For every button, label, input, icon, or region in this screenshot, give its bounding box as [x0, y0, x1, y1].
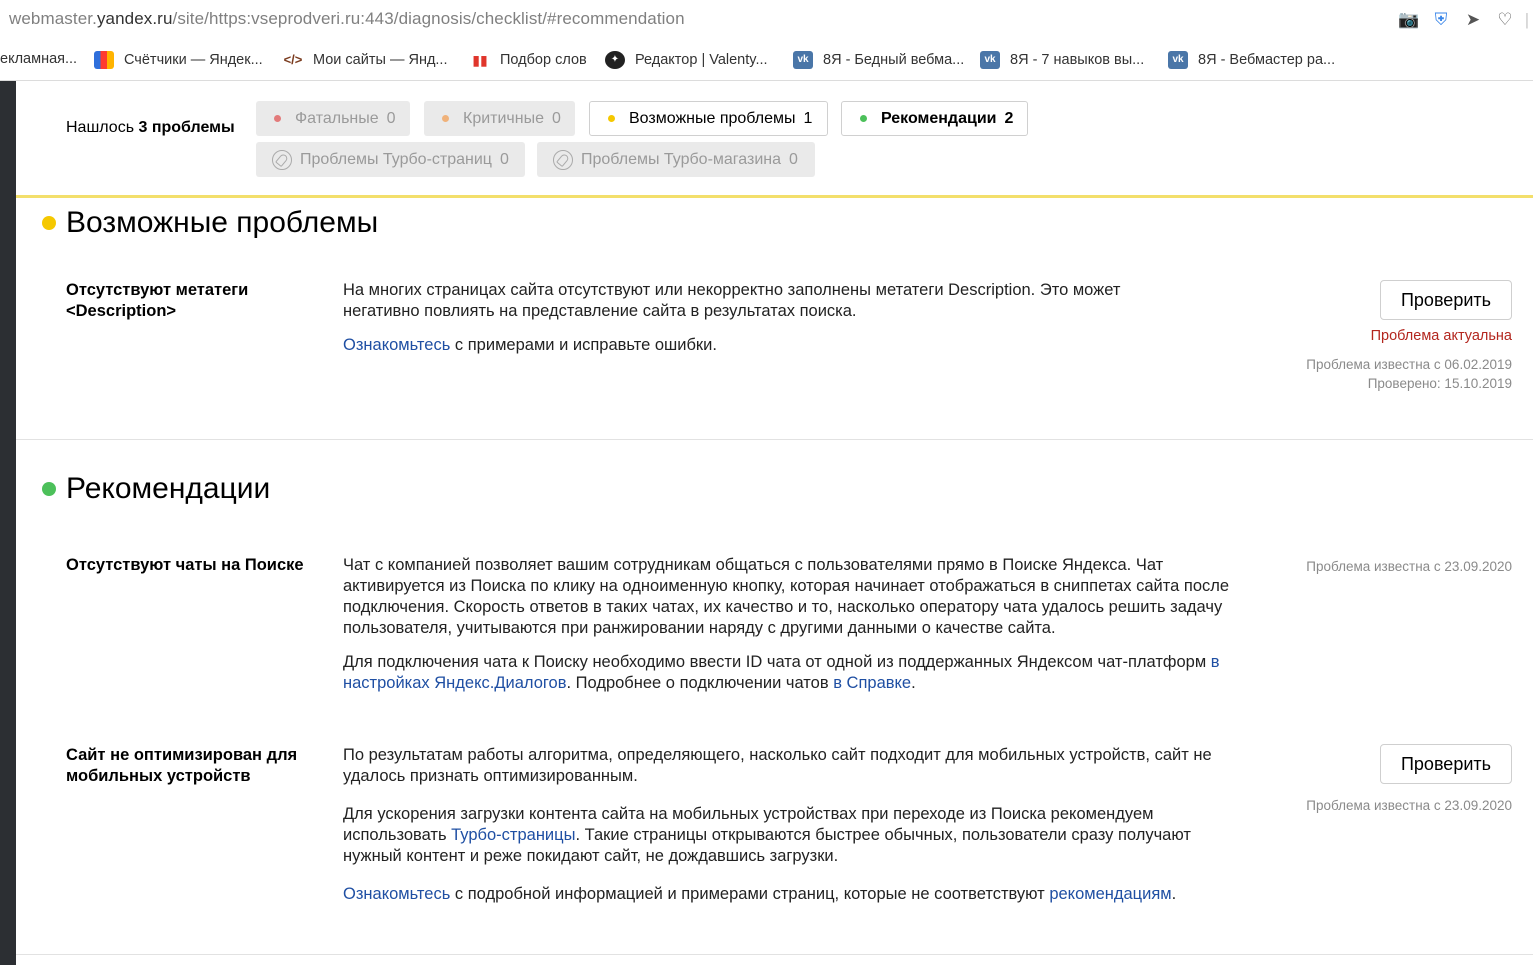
send-icon[interactable]: ➤ [1465, 10, 1481, 29]
bookmarks-bar [0, 44, 1533, 76]
issue-paragraph [343, 804, 1223, 867]
issue-text-span: . Подробнее о подключении чатов [566, 674, 834, 692]
filter-turbo-pages[interactable] [256, 142, 525, 177]
issue-paragraph [343, 335, 1183, 356]
url-prefix: webmaster. [9, 9, 97, 28]
bookmark-item[interactable] [980, 51, 1144, 69]
url-path: /site/https:vseprodveri.ru:443/diagnosis/checklist/#recommendation [172, 9, 685, 28]
possible-dot-icon [608, 115, 615, 122]
filter-turbo-shop[interactable] [537, 142, 815, 177]
issue-title-search-chats: Отсутствуют чаты на Поиске [66, 556, 304, 574]
filter-label: Проблемы Турбо-страниц [300, 150, 492, 168]
known-since: Проблема известна с 23.09.2020 [1306, 798, 1512, 813]
issue-body-meta-description [343, 280, 1183, 369]
filter-fatal[interactable] [256, 101, 410, 136]
url-domain: yandex.ru [96, 9, 173, 28]
details-link[interactable]: Ознакомьтесь [343, 885, 451, 903]
issue-body-mobile [343, 745, 1223, 918]
bookmark-item[interactable] [1168, 51, 1335, 69]
checked-date: Проверено: 15.10.2019 [1367, 376, 1512, 391]
bookmark-label: 8Я - Бедный вебма... [823, 52, 965, 68]
filter-count: 2 [1004, 109, 1014, 127]
help-link[interactable]: в Справке [833, 674, 912, 692]
filter-label: Критичные [463, 109, 544, 127]
recommendations-link[interactable]: рекомендациям [1049, 885, 1172, 903]
bookmark-label: Подбор слов [500, 52, 587, 68]
filter-count: 1 [803, 109, 813, 127]
problems-summary [66, 119, 235, 137]
vk-icon: vk [793, 51, 813, 69]
issue-meta [1306, 557, 1512, 576]
filter-critical[interactable] [424, 101, 575, 136]
camera-icon[interactable]: 📷 [1398, 10, 1420, 29]
issue-paragraph: По результатам работы алгоритма, определяющего, насколько сайт подходит для мобильных устройств, сайт не удалось признать оптимизированным. [343, 746, 1212, 785]
issue-text-span: . [911, 674, 916, 692]
toolbar-divider: | [1524, 10, 1530, 29]
bookmark-item[interactable] [283, 51, 448, 69]
issue-title-mobile: Сайт не оптимизирован для мобильных устройств [66, 746, 298, 785]
fatal-dot-icon [274, 115, 281, 122]
filter-count: 0 [552, 109, 561, 127]
issue-text-span: . Такие страницы открываются быстрее обычных, пользователи сразу получают нужный контент и реже покидают сайт, не дождавшись загрузки. [343, 826, 1191, 865]
rocket-icon [553, 150, 573, 170]
vk-icon: vk [1168, 51, 1188, 69]
issue-meta [1306, 796, 1512, 815]
summary-prefix: Нашлось [66, 119, 135, 136]
examples-link[interactable]: Ознакомьтесь [343, 336, 451, 354]
heart-icon[interactable]: ♡ [1497, 10, 1513, 29]
url-text[interactable] [9, 9, 685, 29]
critical-dot-icon [442, 115, 449, 122]
issue-meta [1306, 355, 1512, 393]
page-content [16, 81, 1533, 965]
check-button[interactable]: Проверить [1380, 280, 1512, 320]
section-title-recommendations: Рекомендации [66, 472, 271, 505]
section-title-possible: Возможные проблемы [66, 206, 379, 239]
sticky-header-border [16, 195, 1533, 198]
recommendations-dot-icon [860, 115, 867, 122]
issue-paragraph: На многих страницах сайта отсутствуют или некорректно заполнены метатеги Description. Это может негативно повлиять на представление сайта в результатах поиска. [343, 281, 1121, 320]
known-since: Проблема известна с 06.02.2019 [1306, 357, 1512, 372]
bookmark-label: екламная... [0, 51, 78, 67]
filter-label: Фатальные [295, 109, 379, 127]
code-icon: </> [283, 52, 303, 67]
filter-possible[interactable] [589, 101, 828, 136]
section-divider [16, 439, 1533, 440]
check-button[interactable]: Проверить [1380, 744, 1512, 784]
bookmark-label: Редактор | Valenty... [635, 52, 768, 68]
section-divider [16, 954, 1533, 955]
metrica-icon [94, 51, 114, 69]
bookmark-item[interactable] [470, 51, 587, 69]
bars-icon: ▮▮ [472, 52, 488, 68]
shield-icon[interactable]: ⛨ [1434, 10, 1448, 29]
issue-text-span: . [1171, 885, 1177, 903]
turbo-pages-link[interactable]: Турбо-страницы [451, 826, 576, 844]
issue-title-meta-description: Отсутствуют метатеги <Description> [66, 281, 249, 320]
rocket-icon [272, 150, 292, 170]
filter-count: 0 [789, 150, 798, 168]
summary-count: 3 проблемы [138, 119, 235, 136]
recommendations-section-dot-icon [42, 482, 56, 496]
status-badge: Проблема актуальна [1370, 328, 1512, 344]
left-sidebar [0, 81, 16, 965]
bookmark-label: 8Я - 7 навыков вы... [1010, 52, 1145, 68]
dialogs-settings-link[interactable]: в настройках Яндекс.Диалогов [343, 653, 1220, 692]
issue-paragraph: Чат с компанией позволяет вашим сотрудникам общаться с пользователями прямо в Поиске Яндекса. Чат активируется из Поиска по клику на одноименную кнопку, которая начинает отображаться в сниппетах сайта после подключения. Скорость ответов в таких чатах, их качество и то, насколько оператору чата удалось решить задачу пользователя, учитываются при ранжировании наряду с другими данными о качестве сайта. [343, 556, 1230, 637]
issue-paragraph [343, 652, 1238, 694]
filter-label: Проблемы Турбо-магазина [581, 150, 782, 168]
address-bar[interactable] [0, 0, 1533, 40]
issue-text-span: с примерами и исправьте ошибки. [450, 336, 717, 354]
bookmark-item[interactable] [0, 51, 77, 67]
issue-text-span: Для подключения чата к Поиску необходимо ввести ID чата от одной из поддержанных Яндексом чат-платформ [343, 653, 1211, 671]
bookmark-label: Мои сайты — Янд... [313, 52, 448, 68]
issue-text-span: Для ускорения загрузки контента сайта на мобильных устройствах при переходе из Поиска рекомендуем использовать [343, 805, 1154, 844]
filter-label: Возможные проблемы [629, 109, 796, 127]
filter-label: Рекомендации [881, 109, 997, 127]
issue-paragraph [343, 884, 1223, 905]
filter-count: 0 [499, 150, 509, 168]
filter-recommendations[interactable] [841, 101, 1028, 136]
bookmark-item[interactable] [793, 51, 964, 69]
possible-section-dot-icon [42, 216, 56, 230]
known-since: Проблема известна с 23.09.2020 [1306, 559, 1512, 574]
bookmark-item[interactable] [605, 51, 768, 69]
vk-icon: vk [980, 51, 1000, 69]
filter-count: 0 [386, 109, 396, 127]
issue-body-search-chats [343, 555, 1238, 707]
issue-text-span: с подробной информацией и примерами страниц, которые не соответствуют [450, 885, 1050, 903]
bookmark-label: 8Я - Вебмастер ра... [1198, 52, 1336, 68]
bookmark-label: Счётчики — Яндек... [124, 52, 263, 68]
sparkle-icon: ✦ [605, 51, 625, 69]
bookmark-item[interactable] [94, 51, 263, 69]
